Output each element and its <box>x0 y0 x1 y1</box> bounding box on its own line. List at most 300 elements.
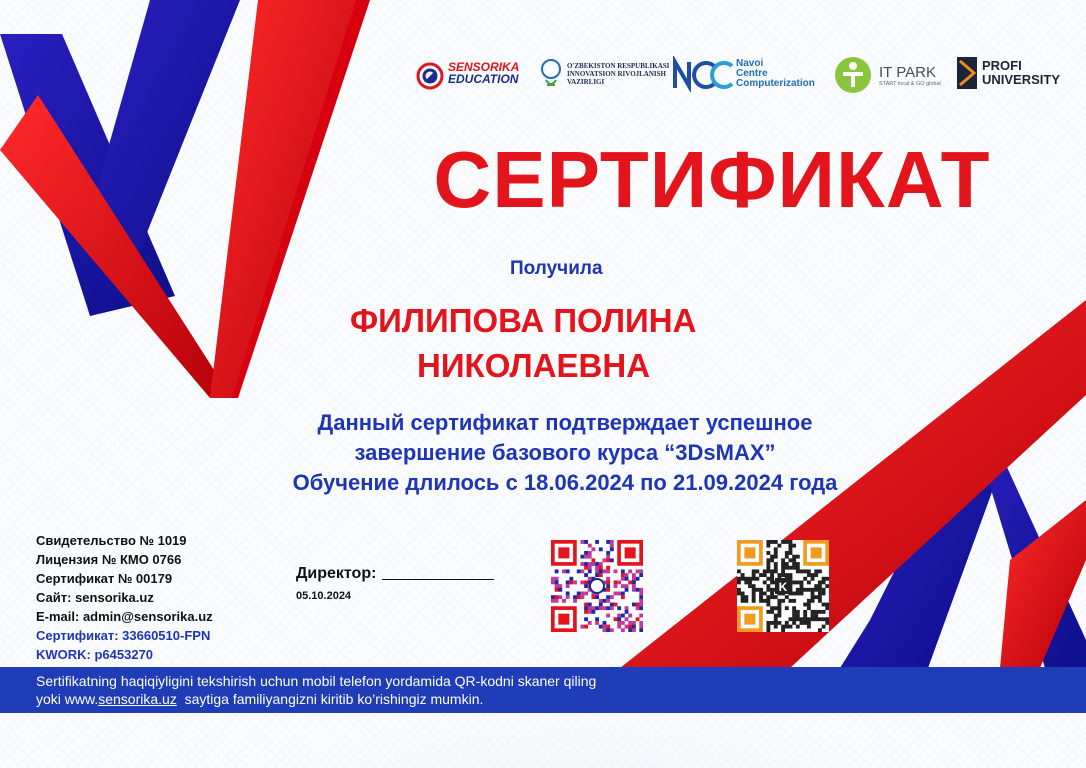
qr-module <box>580 625 584 629</box>
qr-module <box>766 544 770 548</box>
qr-module <box>639 592 643 596</box>
qr-module <box>584 584 588 588</box>
qr-module <box>584 580 588 584</box>
qr-module <box>566 592 570 596</box>
qr-module <box>818 595 822 599</box>
qr-module <box>562 599 566 603</box>
qr-module <box>785 595 789 599</box>
qr-module <box>603 625 607 629</box>
profi-logo-icon <box>956 55 978 91</box>
director-signature <box>296 565 494 583</box>
profi-line2: UNIVERSITY <box>982 72 1061 87</box>
qr-module <box>800 588 804 592</box>
qr-module <box>822 588 826 592</box>
qr-module <box>759 588 763 592</box>
qr-module <box>792 555 796 559</box>
qr-module <box>584 610 588 614</box>
qr-module <box>766 599 770 603</box>
qr-module <box>625 577 629 581</box>
qr-module <box>741 577 745 581</box>
qr-module <box>822 577 826 581</box>
qr-module <box>796 588 800 592</box>
certificate-number-line: Свидетельство № 1019 <box>36 533 187 548</box>
cert-number-line: Сертификат № 00179 <box>36 571 173 586</box>
qr-module <box>789 547 793 551</box>
qr-module <box>588 562 592 566</box>
qr-module <box>606 555 610 559</box>
qr-module <box>825 621 829 625</box>
qr-module <box>606 569 610 573</box>
qr-module <box>617 614 621 618</box>
qr-module <box>818 610 822 614</box>
qr-module <box>792 606 796 610</box>
qr-module <box>774 547 778 551</box>
qr-module <box>599 625 603 629</box>
qr-module <box>796 566 800 570</box>
qr-module <box>818 628 822 632</box>
issue-date: 05.10.2024 <box>296 590 352 602</box>
signature-line <box>382 579 494 580</box>
itpark-logo-icon <box>833 55 873 95</box>
qr-module <box>792 617 796 621</box>
qr-module <box>796 569 800 573</box>
qr-module <box>807 621 811 625</box>
qr-module <box>766 584 770 588</box>
qr-module <box>766 562 770 566</box>
qr-module <box>752 599 756 603</box>
qr-module <box>606 625 610 629</box>
qr-module <box>792 558 796 562</box>
qr-module <box>606 606 610 610</box>
qr-module <box>752 577 756 581</box>
qr-module <box>558 588 562 592</box>
qr-module <box>766 551 770 555</box>
qr-module <box>792 566 796 570</box>
qr-module <box>774 617 778 621</box>
qr-module <box>636 603 640 607</box>
qr-module <box>584 540 588 544</box>
qr-module <box>770 588 774 592</box>
qr-module <box>774 562 778 566</box>
certificate-info <box>36 531 213 664</box>
navoi-logo <box>672 56 815 92</box>
sensorika-line1: SENSORIKA <box>448 60 520 74</box>
itpark-logo <box>833 55 941 95</box>
qr-module <box>628 569 632 573</box>
qr-module <box>621 614 625 618</box>
qr-module <box>591 558 595 562</box>
qr-module <box>566 580 570 584</box>
qr-module <box>744 595 748 599</box>
qr-module <box>639 599 643 603</box>
qr-module <box>584 592 588 596</box>
qr-module <box>566 569 570 573</box>
qr-module <box>591 595 595 599</box>
qr-module <box>770 595 774 599</box>
qr-module <box>774 614 778 618</box>
qr-module <box>606 595 610 599</box>
qr-module <box>614 603 618 607</box>
qr-module <box>763 569 767 573</box>
qr-module <box>595 573 599 577</box>
qr-module <box>803 617 807 621</box>
qr-module <box>584 573 588 577</box>
qr-module <box>807 625 811 629</box>
qr-module <box>741 599 745 603</box>
qr-module <box>551 577 555 581</box>
qr-module <box>770 558 774 562</box>
qr-module <box>748 584 752 588</box>
qr-module <box>759 573 763 577</box>
qr-module <box>785 606 789 610</box>
qr-module <box>822 625 826 629</box>
director-label: Директор: <box>296 565 377 582</box>
qr-module <box>789 573 793 577</box>
qr-module <box>591 606 595 610</box>
qr-module <box>606 588 610 592</box>
ministry-line3: VAZIRLIGI <box>567 78 605 86</box>
qr-module <box>755 577 759 581</box>
qr-module <box>591 562 595 566</box>
qr-module <box>752 595 756 599</box>
qr-module <box>796 614 800 618</box>
certificate-title: СЕРТИФИКАТ <box>433 135 991 224</box>
qr-module <box>588 551 592 555</box>
qr-module <box>792 580 796 584</box>
qr-module <box>566 584 570 588</box>
qr-module <box>796 580 800 584</box>
qr-module <box>752 573 756 577</box>
qr-module <box>818 569 822 573</box>
qr-module <box>628 614 632 618</box>
qr-module <box>555 580 559 584</box>
qr-module <box>766 588 770 592</box>
qr-module <box>599 606 603 610</box>
qr-module <box>614 580 618 584</box>
qr-module <box>796 555 800 559</box>
qr-module <box>825 606 829 610</box>
qr-module <box>825 603 829 607</box>
qr-module <box>814 617 818 621</box>
qr-module <box>614 569 618 573</box>
qr-module <box>818 588 822 592</box>
profi-line1: PROFI <box>982 58 1022 73</box>
qr-module <box>752 588 756 592</box>
qr-finder <box>811 547 822 558</box>
qr-module <box>789 540 793 544</box>
qr-module <box>632 628 636 632</box>
qr-module <box>752 592 756 596</box>
qr-module <box>825 584 829 588</box>
qr-module <box>789 599 793 603</box>
navoi-line1: Navoi <box>736 58 764 69</box>
qr-module <box>599 547 603 551</box>
qr-module <box>781 599 785 603</box>
qr-module <box>807 580 811 584</box>
footer-text <box>36 672 596 708</box>
qr-module <box>770 573 774 577</box>
qr-module <box>595 562 599 566</box>
qr-module <box>781 540 785 544</box>
qr-module <box>606 614 610 618</box>
ministry-line2: INNOVATSION RIVOJLANISH <box>567 70 666 78</box>
qr-module <box>636 569 640 573</box>
qr-module <box>822 603 826 607</box>
qr-module <box>603 606 607 610</box>
qr-module <box>777 606 781 610</box>
qr-module <box>807 599 811 603</box>
qr-module <box>737 577 741 581</box>
qr-module <box>617 621 621 625</box>
qr-module <box>606 566 610 570</box>
qr-module <box>603 599 607 603</box>
qr-module <box>603 628 607 632</box>
qr-module <box>818 584 822 588</box>
qr-module <box>774 595 778 599</box>
qr-module <box>814 588 818 592</box>
qr-module <box>599 599 603 603</box>
qr-module <box>748 580 752 584</box>
qr-module <box>781 569 785 573</box>
qr-module <box>558 595 562 599</box>
qr-module <box>744 577 748 581</box>
recipient-name-line1: ФИЛИПОВА ПОЛИНА <box>350 302 697 339</box>
footer-line1: Sertifikatning haqiqiyligini tekshirish uchun mobil telefon yordamida QR-kodni skaner qiling <box>36 673 597 689</box>
qr-module <box>781 566 785 570</box>
qr-module <box>628 580 632 584</box>
qr-module <box>789 625 793 629</box>
qr-module <box>803 603 807 607</box>
qr-module <box>744 580 748 584</box>
qr-module <box>625 573 629 577</box>
qr-module <box>588 606 592 610</box>
certificate-description <box>180 408 950 498</box>
qr-module <box>803 577 807 581</box>
qr-center-letter: K <box>778 580 788 594</box>
qr-module <box>766 595 770 599</box>
qr-module <box>603 558 607 562</box>
qr-module <box>625 617 629 621</box>
qr-module <box>580 562 584 566</box>
qr-module <box>621 569 625 573</box>
email-line: E-mail: admin@sensorika.uz <box>36 609 213 624</box>
qr-module <box>800 617 804 621</box>
qr-module <box>577 595 581 599</box>
qr-module <box>807 588 811 592</box>
qr-module <box>625 588 629 592</box>
qr-module <box>807 617 811 621</box>
qr-module <box>639 573 643 577</box>
qr-module <box>785 621 789 625</box>
qr-module <box>621 584 625 588</box>
qr-module <box>632 573 636 577</box>
qr-module <box>814 595 818 599</box>
qr-module <box>781 562 785 566</box>
qr-module <box>800 580 804 584</box>
qr-module <box>777 599 781 603</box>
qr-module <box>625 610 629 614</box>
qr-module <box>755 569 759 573</box>
qr-module <box>617 606 621 610</box>
qr-module <box>766 540 770 544</box>
qr-module <box>606 628 610 632</box>
qr-module <box>803 569 807 573</box>
qr-module <box>551 580 555 584</box>
qr-module <box>807 573 811 577</box>
qr-module <box>752 569 756 573</box>
qr-module <box>636 577 640 581</box>
qr-module <box>792 610 796 614</box>
recipient-name-line2: НИКОЛАЕВНА <box>417 347 651 384</box>
qr-module <box>588 577 592 581</box>
qr-module <box>800 569 804 573</box>
qr-module <box>625 625 629 629</box>
qr-module <box>792 599 796 603</box>
qr-module <box>785 562 789 566</box>
qr-module <box>741 592 745 596</box>
qr-module <box>636 606 640 610</box>
qr-module <box>584 566 588 570</box>
qr-module <box>555 569 559 573</box>
qr-module <box>632 603 636 607</box>
footer-site-link[interactable]: sensorika.uz <box>98 691 177 707</box>
qr-module <box>569 577 573 581</box>
navoi-line2: Centre <box>736 68 768 79</box>
qr-module <box>639 606 643 610</box>
qr-module <box>770 606 774 610</box>
qr-module <box>770 592 774 596</box>
qr-module <box>766 569 770 573</box>
qr-module <box>584 606 588 610</box>
qr-module <box>781 625 785 629</box>
ministry-bulb-icon <box>538 58 564 90</box>
qr-module <box>770 540 774 544</box>
qr-module <box>555 584 559 588</box>
qr-module <box>577 569 581 573</box>
qr-module <box>811 573 815 577</box>
qr-module <box>599 569 603 573</box>
qr-module <box>584 562 588 566</box>
qr-module <box>555 588 559 592</box>
description-line3: Обучение длилось с 18.06.2024 по 21.09.2024 года <box>292 470 838 495</box>
qr-module <box>639 569 643 573</box>
sensorika-line2: EDUCATION <box>448 72 519 86</box>
qr-module <box>759 599 763 603</box>
sensorika-logo <box>414 56 519 90</box>
qr-module <box>763 580 767 584</box>
qr-finder <box>625 547 636 558</box>
qr-module <box>621 595 625 599</box>
qr-module <box>566 595 570 599</box>
qr-module <box>770 621 774 625</box>
qr-module <box>777 621 781 625</box>
qr-module <box>555 577 559 581</box>
qr-module <box>796 610 800 614</box>
qr-module <box>610 544 614 548</box>
qr-module <box>770 610 774 614</box>
qr-module <box>774 569 778 573</box>
qr-module <box>825 617 829 621</box>
qr-module <box>636 588 640 592</box>
qr-module <box>628 625 632 629</box>
qr-module <box>811 617 815 621</box>
qr-module <box>825 577 829 581</box>
qr-module <box>770 569 774 573</box>
qr-module <box>774 555 778 559</box>
qr-module <box>789 544 793 548</box>
qr-module <box>639 625 643 629</box>
qr-module <box>737 569 741 573</box>
qr-module <box>639 614 643 618</box>
kwork-qr-icon[interactable] <box>737 540 829 632</box>
qr-module <box>610 540 614 544</box>
qr-module <box>573 580 577 584</box>
qr-finder <box>558 614 569 625</box>
footer-line2-pre: yoki www. <box>36 691 99 707</box>
qr-module <box>770 577 774 581</box>
received-label: Получила <box>510 258 603 279</box>
qr-module <box>595 595 599 599</box>
qr-module <box>595 569 599 573</box>
qr-module <box>625 606 629 610</box>
qr-module <box>599 566 603 570</box>
qr-module <box>584 551 588 555</box>
description-line2: завершение базового курса “3DsMAX” <box>354 440 776 465</box>
qr-module <box>814 584 818 588</box>
qr-module <box>748 577 752 581</box>
qr-module <box>818 580 822 584</box>
qr-module <box>796 617 800 621</box>
qr-module <box>580 580 584 584</box>
qr-module <box>811 577 815 581</box>
qr-module <box>781 628 785 632</box>
qr-module <box>766 610 770 614</box>
qr-module <box>803 614 807 618</box>
qr-module <box>584 625 588 629</box>
qr-finder <box>744 614 755 625</box>
qr-module <box>785 555 789 559</box>
qr-module <box>632 625 636 629</box>
qr-module <box>603 569 607 573</box>
qr-module <box>617 617 621 621</box>
qr-module <box>588 555 592 559</box>
qr-module <box>628 621 632 625</box>
sensorika-qr-icon[interactable] <box>551 540 643 632</box>
qr-module <box>614 592 618 596</box>
qr-module <box>606 599 610 603</box>
kwork-line: KWORK: p6453270 <box>36 647 154 662</box>
profi-logo <box>956 55 1060 91</box>
qr-module <box>591 547 595 551</box>
license-line: Лицензия № КМО 0766 <box>36 552 182 567</box>
qr-module <box>792 621 796 625</box>
qr-module <box>803 588 807 592</box>
qr-module <box>785 540 789 544</box>
qr-module <box>759 592 763 596</box>
qr-module <box>814 614 818 618</box>
qr-module <box>737 580 741 584</box>
qr-module <box>591 610 595 614</box>
qr-module <box>792 544 796 548</box>
qr-module <box>785 566 789 570</box>
qr-module <box>770 555 774 559</box>
qr-module <box>639 588 643 592</box>
qr-module <box>781 558 785 562</box>
qr-module <box>814 569 818 573</box>
qr-module <box>639 603 643 607</box>
qr-module <box>551 595 555 599</box>
qr-module <box>822 610 826 614</box>
